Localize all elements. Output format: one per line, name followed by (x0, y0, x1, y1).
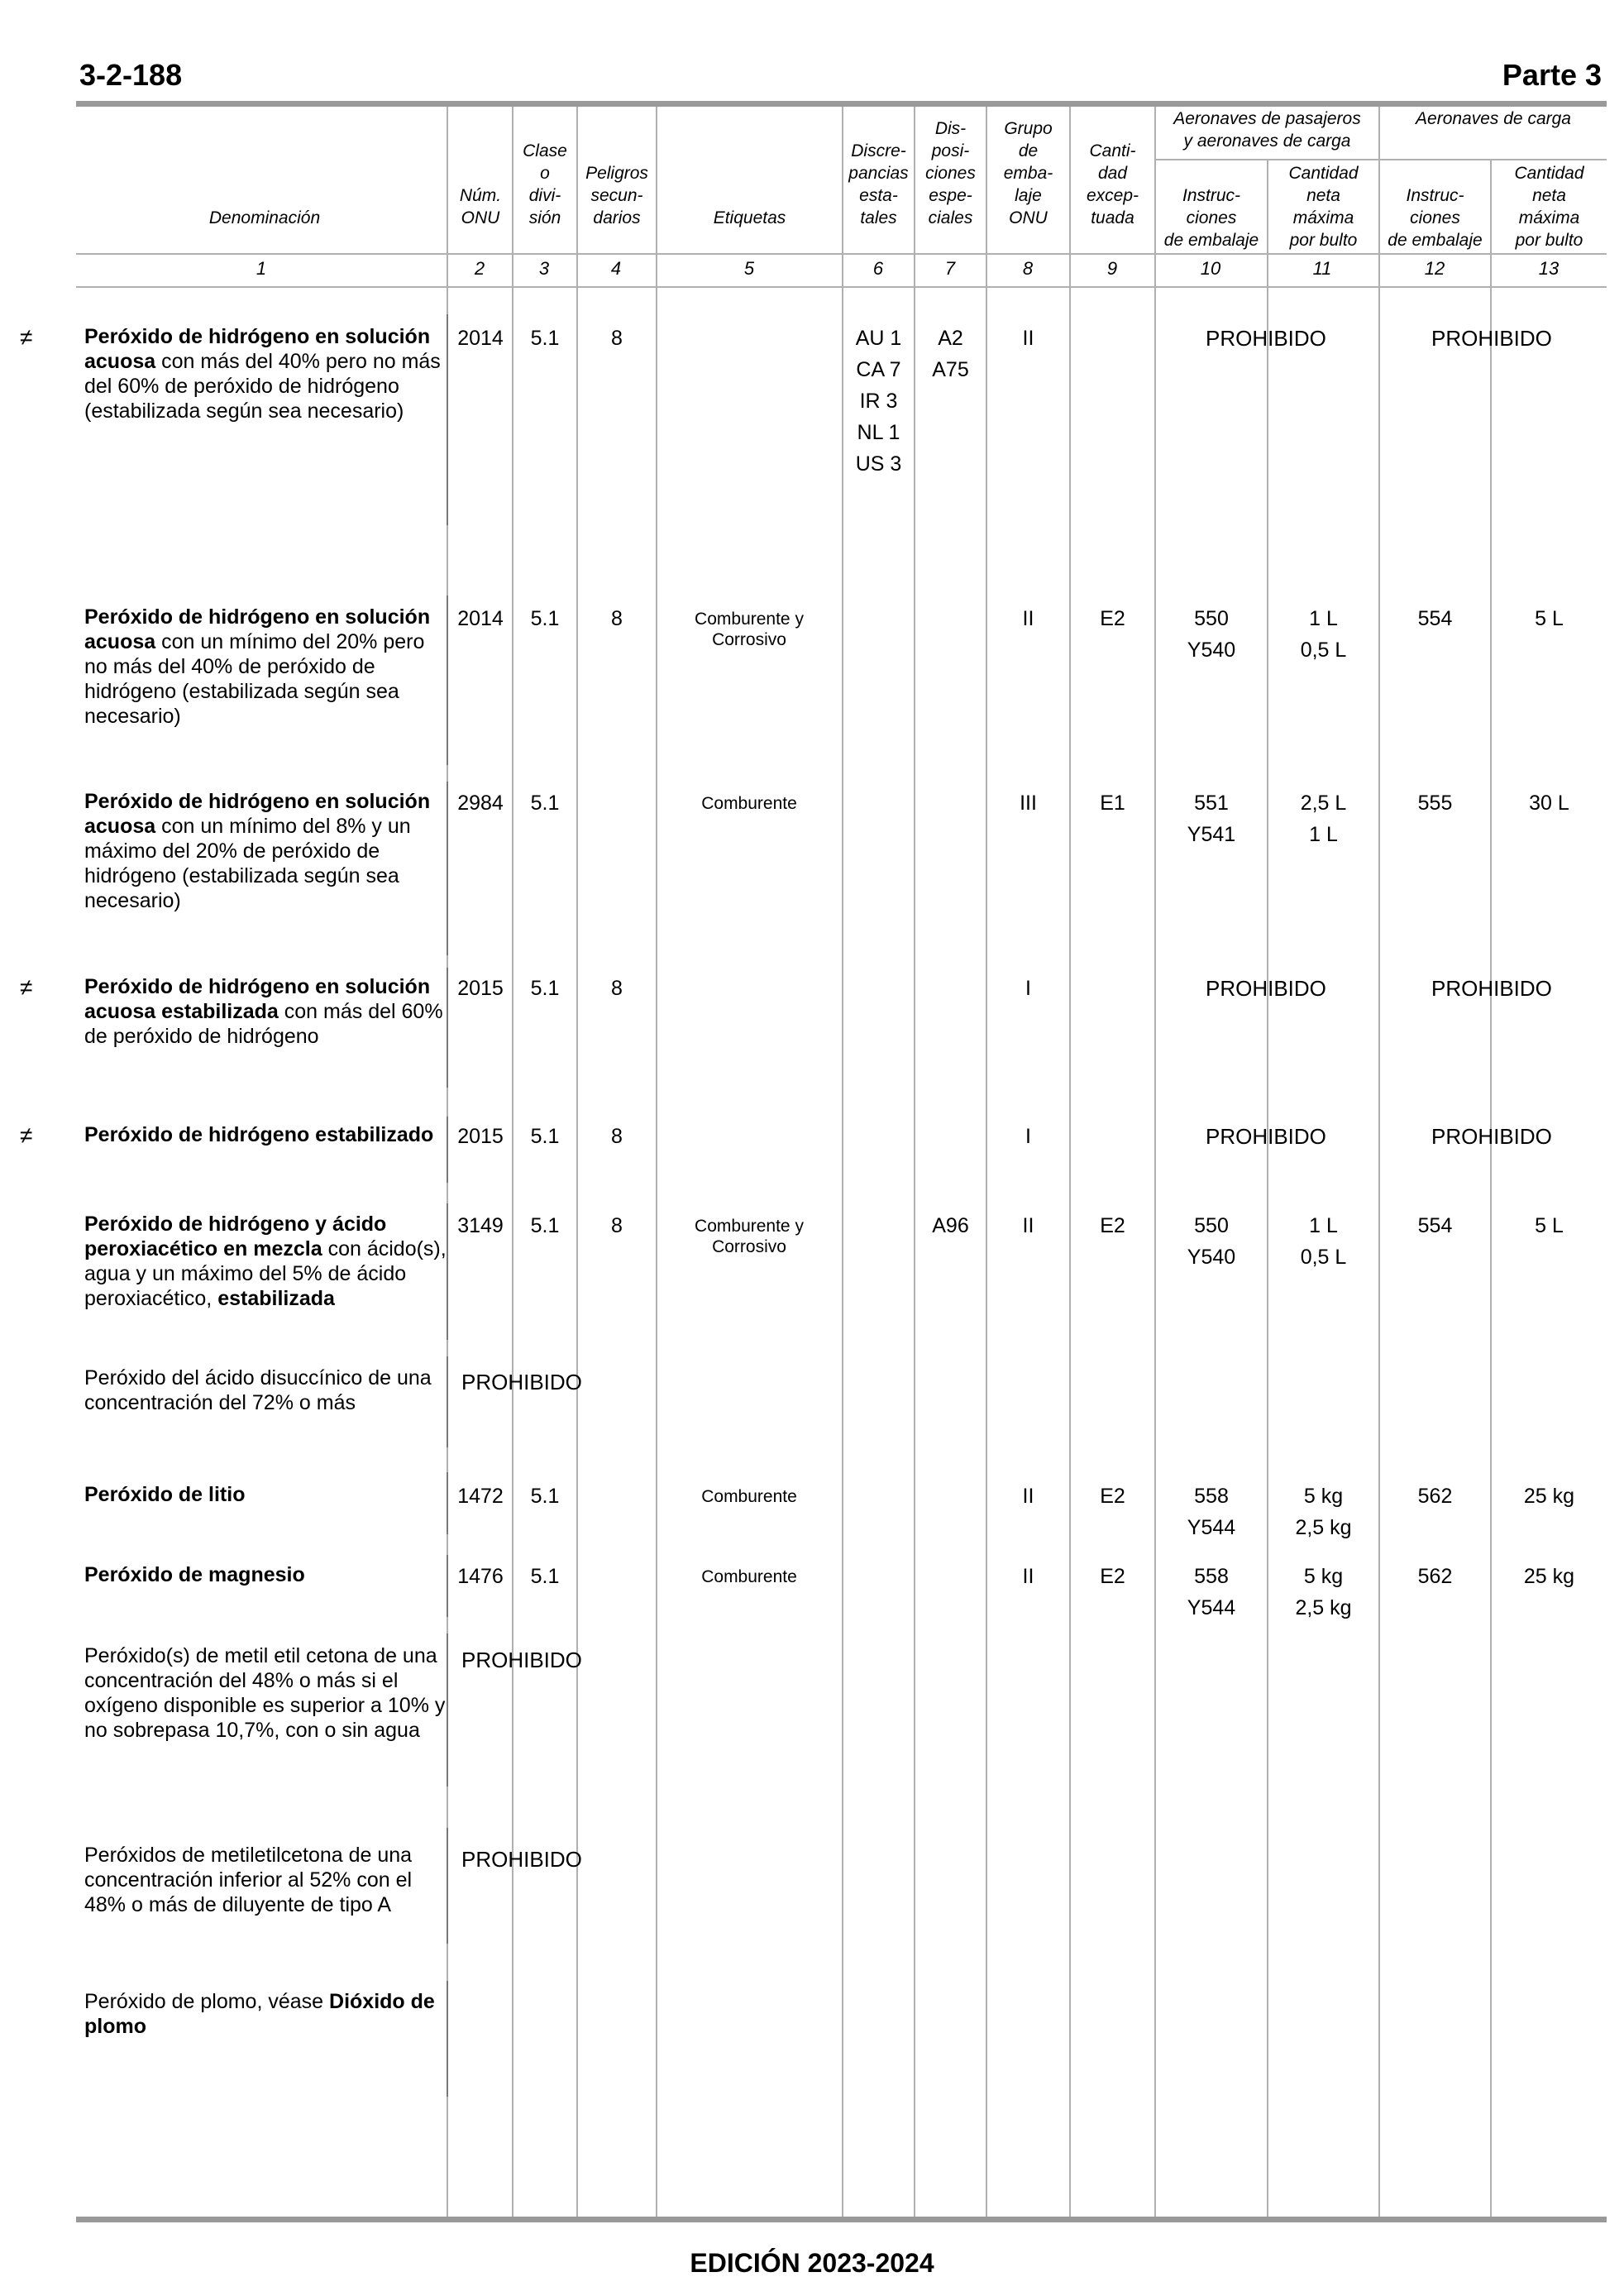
bottom-rule (76, 2217, 1607, 2222)
col-line (656, 107, 657, 287)
header-packing-group: Grupo de emba- laje ONU (1003, 119, 1053, 227)
pass-max-quantity: 1 L 0,5 L (1300, 607, 1347, 662)
class-division: 5.1 (530, 1485, 560, 1508)
class-division: 5.1 (530, 977, 560, 1000)
excepted-quantity: E2 (1100, 1565, 1125, 1588)
class-division: 5.1 (530, 327, 560, 350)
column-number: 11 (1312, 258, 1332, 279)
pass-packing-instruction: 558 Y544 (1187, 1485, 1236, 1539)
un-number: 2015 (457, 977, 504, 1000)
un-number: 1476 (457, 1565, 504, 1588)
row-description: Peróxidos de metiletilcetona de una concentración inferior al 52% con el 48% o más de diluyente de tipo A (84, 1844, 413, 1916)
packing-group: II (1022, 327, 1034, 350)
header-labels: Etiquetas (713, 208, 786, 227)
cargo-max-quantity: 5 L (1535, 607, 1564, 630)
header-pass-packing-instr: Instruc- ciones de embalaje (1163, 186, 1259, 250)
col-line (914, 107, 915, 2217)
excepted-quantity: E1 (1100, 792, 1125, 815)
packing-group: II (1022, 1565, 1034, 1588)
un-number: 3149 (457, 1214, 504, 1237)
packing-group: II (1022, 607, 1034, 630)
row-description: Peróxido(s) de metil etil cetona de una concentración del 48% o más si el oxígeno disponible es superior a 10% y no sobrepasa 10,7%, con o sin agua (84, 1644, 446, 1742)
prohibited-passenger: PROHIBIDO (1206, 326, 1326, 351)
top-rule (76, 101, 1607, 107)
pass-packing-instruction: 551 Y541 (1187, 792, 1236, 846)
special-provisions: A96 (932, 1214, 969, 1237)
col-line (512, 287, 513, 2217)
class-division: 5.1 (530, 607, 560, 630)
column-number: 10 (1200, 258, 1221, 279)
excepted-quantity: E2 (1100, 1214, 1125, 1237)
prohibited-passenger: PROHIBIDO (1206, 1124, 1326, 1149)
row-description: Peróxido de litio (84, 1483, 246, 1506)
page-number: 3-2-188 (79, 58, 183, 92)
change-mark: ≠ (20, 974, 33, 1000)
subsidiary-hazard: 8 (611, 327, 623, 350)
header-subsidiary-hazards: Peligros secun- darios (585, 164, 648, 227)
edition-footer: EDICIÓN 2023-2024 (690, 2248, 934, 2278)
header-un-number: Núm. ONU (459, 186, 502, 227)
state-variations: AU 1 CA 7 IR 3 NL 1 US 3 (855, 327, 902, 476)
cargo-packing-instruction: 562 (1417, 1565, 1453, 1588)
col-line (1378, 107, 1380, 2217)
cargo-packing-instruction: 554 (1417, 607, 1453, 630)
pass-max-quantity: 2,5 L 1 L (1300, 792, 1347, 846)
cargo-max-quantity: 5 L (1535, 1214, 1564, 1237)
subsidiary-hazard: 8 (611, 1214, 623, 1237)
subsidiary-hazard: 8 (611, 1125, 623, 1148)
un-number: 2984 (457, 792, 504, 815)
excepted-quantity: E2 (1100, 1485, 1125, 1508)
prohibited-passenger: PROHIBIDO (1206, 976, 1326, 1001)
cargo-max-quantity: 30 L (1529, 792, 1569, 815)
cargo-packing-instruction: 555 (1417, 792, 1453, 815)
special-provisions: A2 A75 (932, 327, 969, 381)
row-description: Peróxido del ácido disuccínico de una concentración del 72% o más (84, 1366, 432, 1414)
prohibited-cargo: PROHIBIDO (1431, 976, 1552, 1001)
pass-max-quantity: 5 kg 2,5 kg (1295, 1565, 1352, 1619)
cargo-max-quantity: 25 kg (1523, 1485, 1575, 1508)
col-line (986, 107, 987, 2217)
prohibited-entry: PROHIBIDO (461, 1847, 582, 1872)
header-pass-max-qty: Cantidad neta máxima por bulto (1288, 164, 1359, 250)
subsidiary-hazard: 8 (611, 977, 623, 1000)
row-description: Peróxido de magnesio (84, 1563, 305, 1586)
change-mark: ≠ (20, 324, 33, 350)
column-number: 6 (872, 258, 884, 279)
packing-group: I (1025, 1125, 1031, 1148)
part-label: Parte 3 (1502, 58, 1602, 92)
hazard-labels: Comburente (701, 1567, 797, 1586)
pass-max-quantity: 5 kg 2,5 kg (1295, 1485, 1352, 1539)
col-line (1490, 160, 1492, 2217)
col-line (447, 107, 448, 287)
header-special-provisions: Dis- posi- ciones espe- ciales (925, 119, 976, 227)
prohibited-entry: PROHIBIDO (461, 1370, 582, 1394)
col-line (656, 287, 657, 2217)
column-number: 3 (538, 258, 550, 279)
col-line (576, 287, 578, 2217)
hazard-labels: Comburente (701, 1487, 797, 1506)
row-description: Peróxido de hidrógeno en solución acuosa con un mínimo del 8% y un máximo del 20% de peróxido de hidrógeno (estabilizada según sea necesario) (84, 790, 431, 912)
col-line (1154, 107, 1156, 2217)
cargo-packing-instruction: 562 (1417, 1485, 1453, 1508)
group-rule (1154, 159, 1607, 160)
column-number: 8 (1022, 258, 1034, 279)
col-line (1267, 160, 1268, 2217)
header-passenger-aircraft: Aeronaves de pasajeros y aeronaves de carga (1173, 109, 1361, 151)
class-division: 5.1 (530, 1125, 560, 1148)
change-mark: ≠ (20, 1122, 33, 1148)
pass-max-quantity: 1 L 0,5 L (1300, 1214, 1347, 1269)
un-number: 2015 (457, 1125, 504, 1148)
un-number: 1472 (457, 1485, 504, 1508)
column-number: 5 (743, 258, 755, 279)
excepted-quantity: E2 (1100, 607, 1125, 630)
cargo-packing-instruction: 554 (1417, 1214, 1453, 1237)
packing-group: II (1022, 1485, 1034, 1508)
col-line (1069, 107, 1071, 2217)
pass-packing-instruction: 550 Y540 (1187, 1214, 1236, 1269)
column-number: 4 (610, 258, 622, 279)
column-number: 1 (256, 258, 267, 279)
subsidiary-hazard: 8 (611, 607, 623, 630)
column-number: 2 (474, 258, 485, 279)
class-division: 5.1 (530, 792, 560, 815)
packing-group: III (1020, 792, 1037, 815)
header-excepted-quantity: Canti- dad excep- tuada (1086, 141, 1139, 227)
packing-group: II (1022, 1214, 1034, 1237)
prohibited-entry: PROHIBIDO (461, 1648, 582, 1672)
header-class: Clase o divi- sión (523, 141, 567, 227)
pass-packing-instruction: 550 Y540 (1187, 607, 1236, 662)
class-division: 5.1 (530, 1214, 560, 1237)
row-description: Peróxido de hidrógeno estabilizado (84, 1123, 434, 1146)
header-denominacion: Denominación (208, 208, 321, 227)
pass-packing-instruction: 558 Y544 (1187, 1565, 1236, 1619)
hazard-labels: Comburente (701, 794, 797, 813)
class-division: 5.1 (530, 1565, 560, 1588)
hazard-labels: Comburente y Corrosivo (695, 1217, 804, 1256)
column-number: 7 (944, 258, 956, 279)
row-description: Peróxido de hidrógeno en solución acuosa con un mínimo del 20% pero no más del 40% de peróxido de hidrógeno (estabilizada según sea necesario) (84, 605, 431, 728)
header-cargo-packing-instr: Instruc- ciones de embalaje (1388, 186, 1483, 250)
hazard-labels: Comburente y Corrosivo (695, 610, 804, 649)
prohibited-cargo: PROHIBIDO (1431, 1124, 1552, 1149)
header-state-variations: Discre- pancias esta- tales (848, 141, 909, 227)
row-description: Peróxido de plomo, véase Dióxido de plomo (84, 1990, 435, 2038)
cargo-max-quantity: 25 kg (1523, 1565, 1575, 1588)
row-description: Peróxido de hidrógeno y ácido peroxiacético en mezcla con ácido(s), agua y un máximo del 5% de ácido peroxiacético, estabilizada (84, 1213, 447, 1310)
un-number: 2014 (457, 327, 504, 350)
packing-group: I (1025, 977, 1031, 1000)
row-description: Peróxido de hidrógeno en solución acuosa estabilizada con más del 60% de peróxido de hidrógeno (84, 975, 443, 1048)
column-number: 9 (1106, 258, 1118, 279)
header-cargo-max-qty: Cantidad neta máxima por bulto (1514, 164, 1584, 250)
prohibited-cargo: PROHIBIDO (1431, 326, 1552, 351)
row-description: Peróxido de hidrógeno en solución acuosa con más del 40% pero no más del 60% de peróxido de hidrógeno (estabilizada según sea necesario) (84, 325, 441, 423)
column-number: 13 (1538, 258, 1560, 279)
column-number: 12 (1424, 258, 1445, 279)
un-number: 2014 (457, 607, 504, 630)
header-cargo-aircraft: Aeronaves de carga (1416, 109, 1571, 128)
